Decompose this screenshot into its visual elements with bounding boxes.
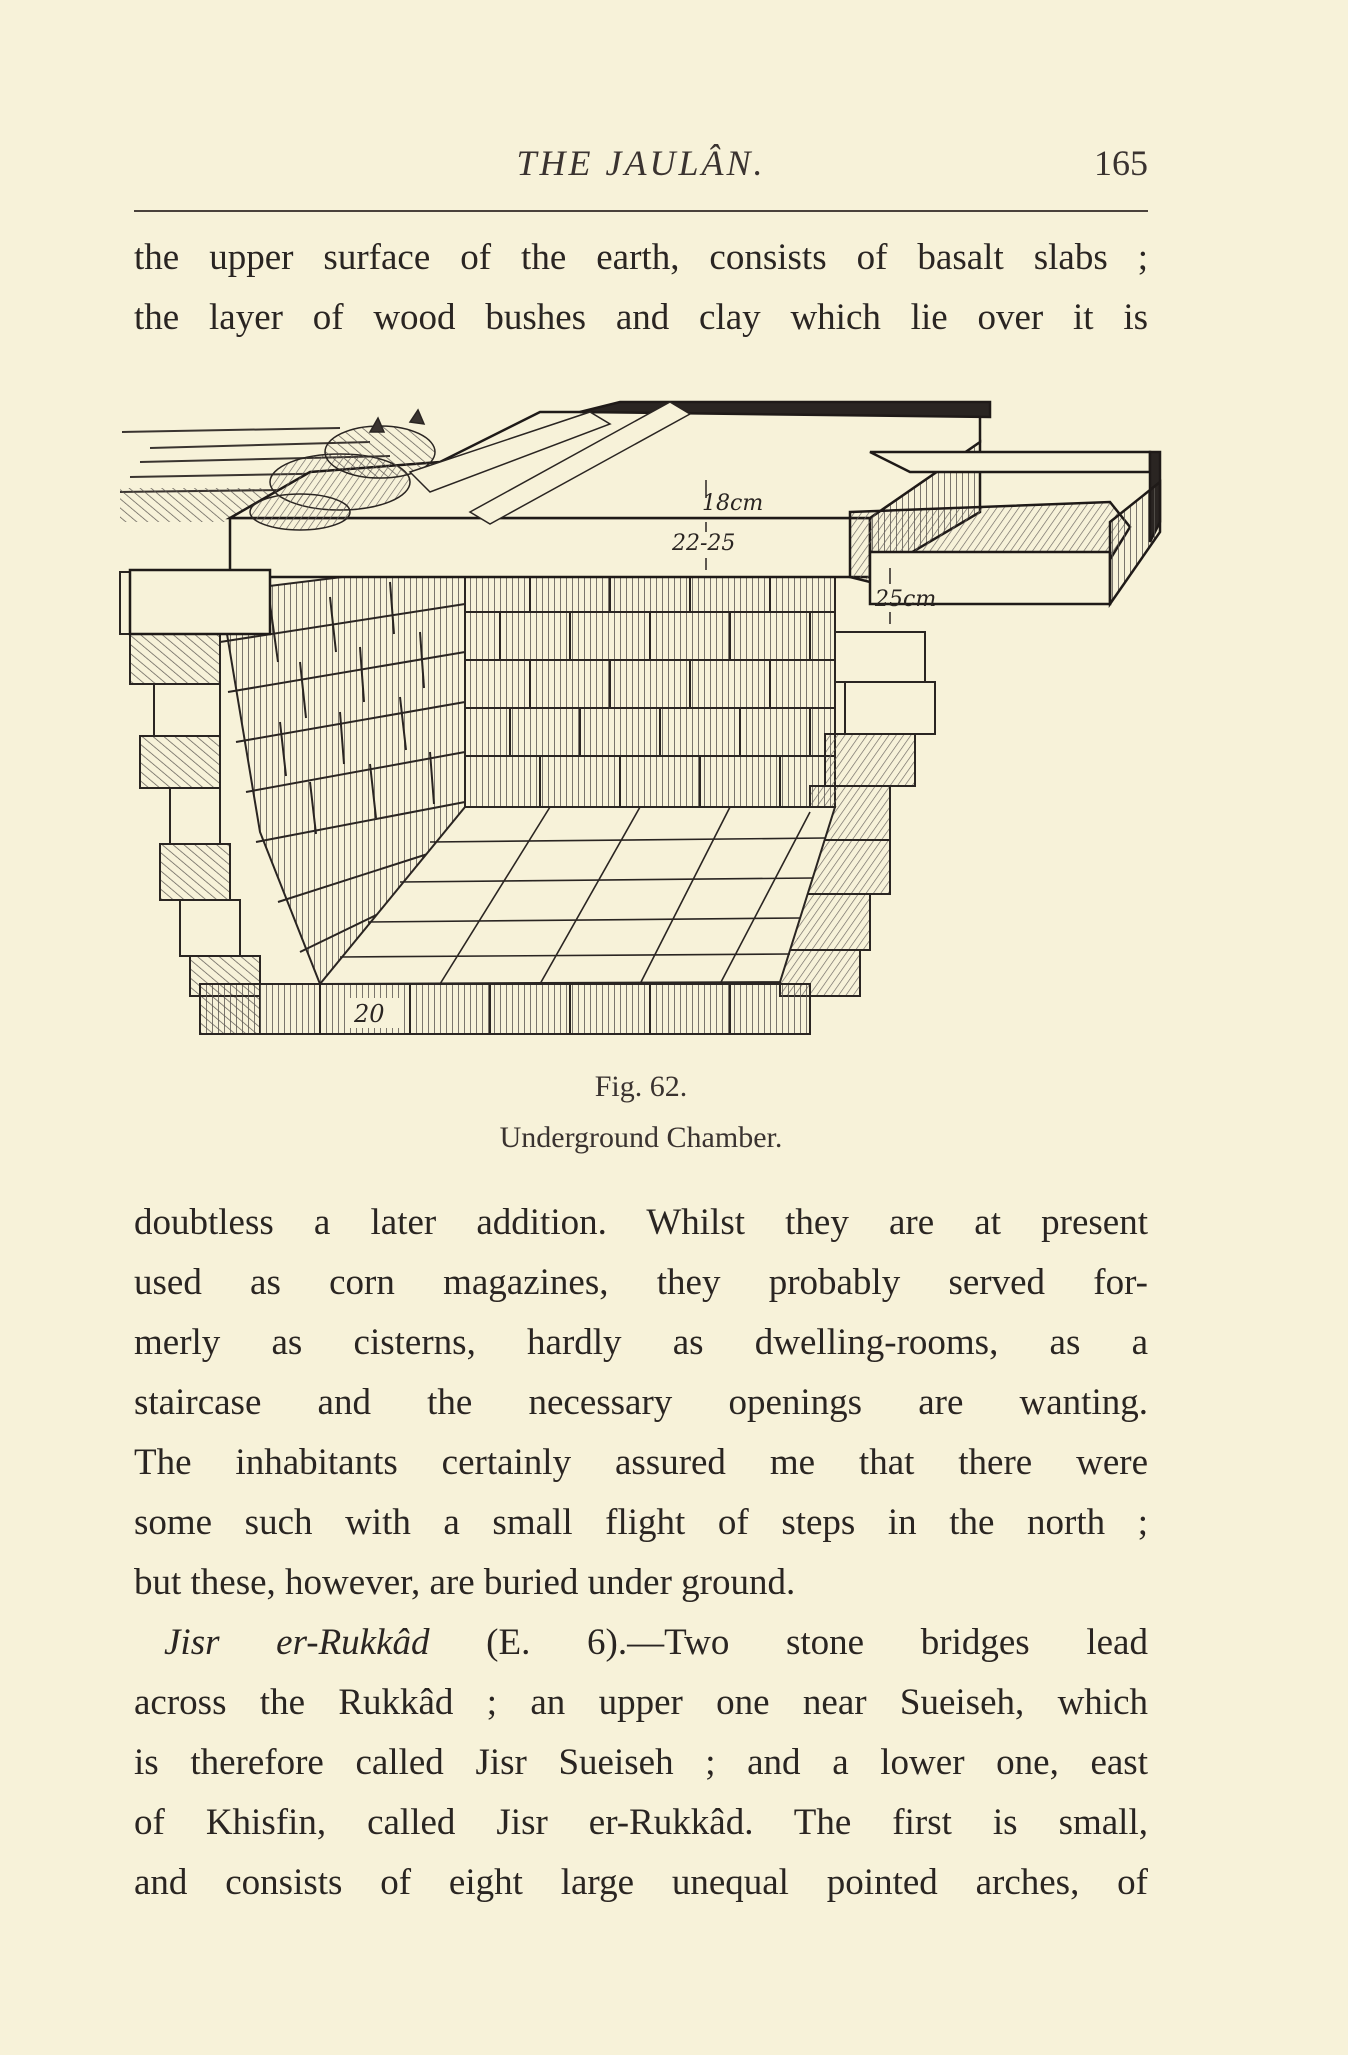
text-line: some such with a small flight of steps in the north ;	[134, 1502, 1148, 1543]
text-line: the upper surface of the earth, consists of basalt slabs ;	[134, 237, 1148, 278]
figure-underground-chamber	[110, 372, 1170, 1052]
chamber-illustration	[110, 372, 1170, 1052]
text-line: merly as cisterns, hardly as dwelling-rooms, as a	[134, 1322, 1148, 1363]
text-line: and consists of eight large unequal pointed arches, of	[134, 1862, 1148, 1903]
text-line: of Khisfin, called Jisr er-Rukkâd. The first is small,	[134, 1802, 1148, 1843]
figure-number: Fig. 62.	[594, 1070, 688, 1103]
place-name-jisr-er-rukkad: Jisr er-Rukkâd	[164, 1622, 430, 1663]
running-head	[134, 138, 1148, 188]
text-line: used as corn magazines, they probably served for-	[134, 1262, 1148, 1303]
text-line: The inhabitants certainly assured me that there were	[134, 1442, 1148, 1483]
text-run: (E. 6).—Two stone bridges lead	[429, 1622, 1148, 1663]
text-line: staircase and the necessary openings are wanting.	[134, 1382, 1148, 1423]
paragraph-top	[134, 228, 1148, 348]
running-title: THE JAULÂN.	[516, 143, 766, 183]
paragraph-middle	[134, 1193, 1148, 1613]
text-line: is therefore called Jisr Sueiseh ; and a lower one, east	[134, 1742, 1148, 1783]
text-line: but these, however, are buried under ground.	[134, 1562, 796, 1603]
text-line: across the Rukkâd ; an upper one near Sueiseh, which	[134, 1682, 1148, 1723]
paragraph-bottom	[134, 1613, 1148, 1913]
foundation	[200, 984, 810, 1034]
text-line: the layer of wood bushes and clay which lie over it is	[134, 297, 1148, 338]
text-line	[134, 1613, 1148, 1673]
header-rule	[134, 210, 1148, 212]
dimension-label-20: 20	[354, 1000, 385, 1028]
figure-caption: Underground Chamber.	[499, 1121, 783, 1154]
text-line: doubtless a later addition. Whilst they are at present	[134, 1202, 1148, 1243]
page-number: 165	[1094, 143, 1148, 183]
dimension-label-18cm: 18cm	[702, 491, 764, 516]
dimension-label-22-25: 22-25	[672, 531, 736, 556]
dimension-label-25cm: 25cm	[875, 587, 937, 612]
